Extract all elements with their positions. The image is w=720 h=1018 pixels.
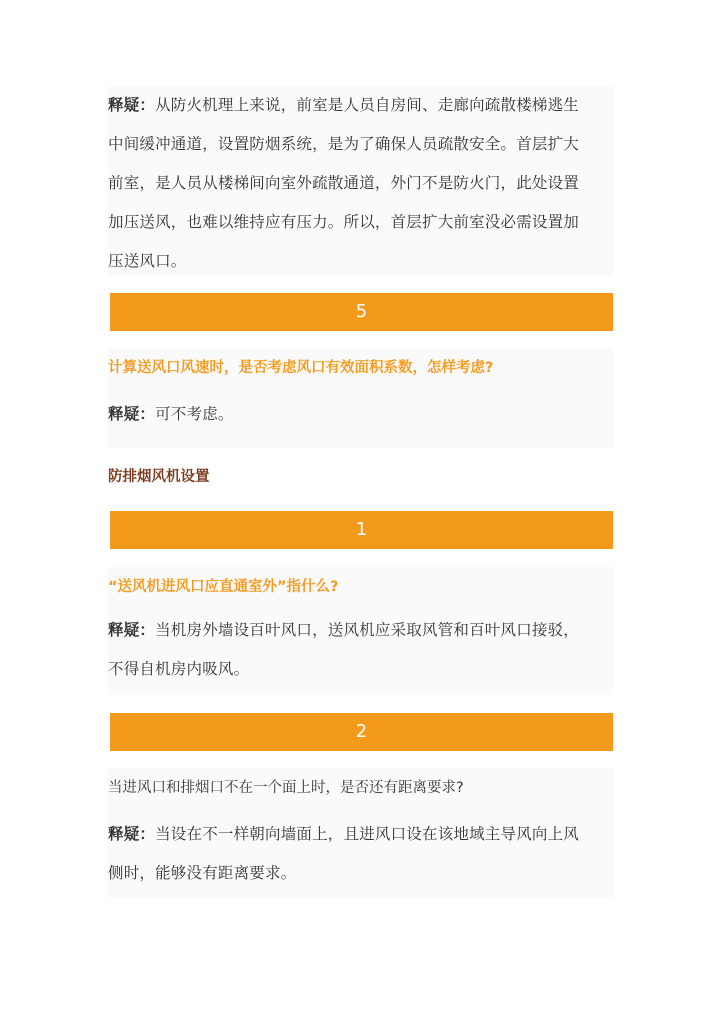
- explanation-label: 释疑：: [108, 96, 156, 114]
- answer-text: 释疑：可不考虑。: [108, 405, 234, 423]
- answer-line: 侧时，能够没有距离要求。: [108, 864, 297, 882]
- answer-line: 不得自机房内吸风。: [108, 660, 250, 678]
- explanation-line: 前室，是人员从楼梯间向室外疏散通道，外门不是防火门，此处设置: [108, 174, 580, 192]
- qa-block-5: [108, 348, 613, 448]
- answer-label: 释疑：: [108, 825, 156, 843]
- qa-block-2: [108, 768, 613, 898]
- explanation-line: 中间缓冲通道，设置防烟系统，是为了确保人员疏散安全。首层扩大: [108, 135, 580, 153]
- answer-label: 释疑：: [108, 621, 156, 639]
- section-heading-block: [108, 460, 613, 496]
- answer-label: 释疑：: [108, 405, 156, 423]
- section-number-banner-2: 2: [110, 713, 613, 751]
- explanation-line: 加压送风，也难以维持应有压力。所以，首层扩大前室没必需设置加: [108, 213, 580, 231]
- answer-line: 释疑：当机房外墙设百叶风口，送风机应采取风管和百叶风口接驳，: [108, 621, 580, 639]
- answer-line: 释疑：当设在不一样朝向墙面上，且进风口设在该地域主导风向上风: [108, 825, 580, 843]
- question-text: 当进风口和排烟口不在一个面上时，是否还有距离要求?: [108, 780, 464, 796]
- section-number-banner-1: 1: [110, 511, 613, 549]
- explanation-line: 释疑：从防火机理上来说，前室是人员自房间、走廊向疏散楼梯逃生: [108, 96, 580, 114]
- section-heading: 防排烟风机设置: [108, 469, 210, 485]
- qa-block-1: [108, 567, 613, 695]
- question-text: “送风机进风口应直通室外”指什么?: [108, 579, 339, 595]
- explanation-block-fire-mechanism: [108, 86, 613, 276]
- explanation-line: 压送风口。: [108, 252, 187, 270]
- question-text: 计算送风口风速时，是否考虑风口有效面积系数，怎样考虑?: [108, 360, 494, 376]
- section-number-banner-5: 5: [110, 293, 613, 331]
